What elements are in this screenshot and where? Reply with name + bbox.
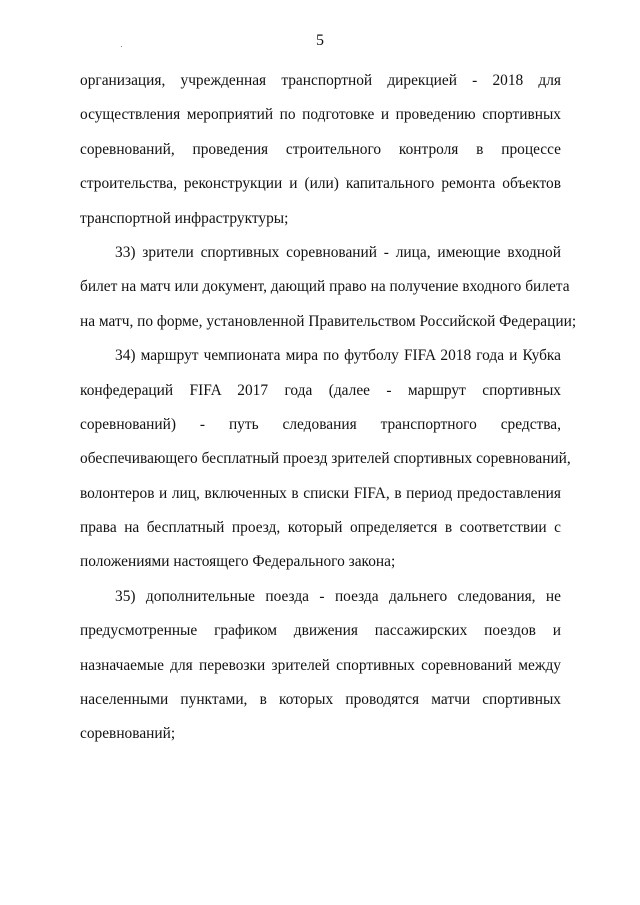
text-line: 35) дополнительные поезда - поезда дальнего следования, не [115,587,561,605]
text-line: осуществления мероприятий по подготовке и проведению спортивных [80,106,561,124]
text-line: организация, учрежденная транспортной дирекцией - 2018 для [80,72,561,89]
text-line: обеспечивающего бесплатный проезд зрителей спортивных соревнований, [80,450,571,468]
text-line: конфедераций FIFA 2017 года (далее - маршрут спортивных [80,381,561,399]
text-line: на матч, по форме, установленной Правительством Российской Федерации; [80,312,577,330]
text-line: волонтеров и лиц, включенных в списки FIFA, в период предоставления [80,484,561,502]
text-line: соревнований; [80,725,176,743]
text-line: соревнований) - путь следования транспортного средства, [80,415,561,433]
text-line: предусмотренные графиком движения пассажирских поездов и [80,622,561,640]
text-line: права на бесплатный проезд, который определяется в соответствии с [80,519,561,537]
text-line: 34) маршрут чемпионата мира по футболу FIFA 2018 года и Кубка [115,347,561,365]
text-line: положениями настоящего Федерального закона; [80,553,396,571]
text-line: назначаемые для перевозки зрителей спортивных соревнований между [80,656,561,674]
text-line: транспортной инфраструктуры; [80,209,289,227]
text-line: 33) зрители спортивных соревнований - лица, имеющие входной [115,243,561,261]
document-body [80,72,577,760]
page-number: 5 [316,32,324,49]
text-line: строительства, реконструкции и (или) капитального ремонта объектов [80,175,561,193]
scan-speck [121,46,122,47]
text-line: соревнований, проведения строительного контроля в процессе [80,140,561,158]
text-line: населенными пунктами, в которых проводятся матчи спортивных [80,691,561,709]
text-line: билет на матч или документ, дающий право на получение входного билета [80,278,570,296]
